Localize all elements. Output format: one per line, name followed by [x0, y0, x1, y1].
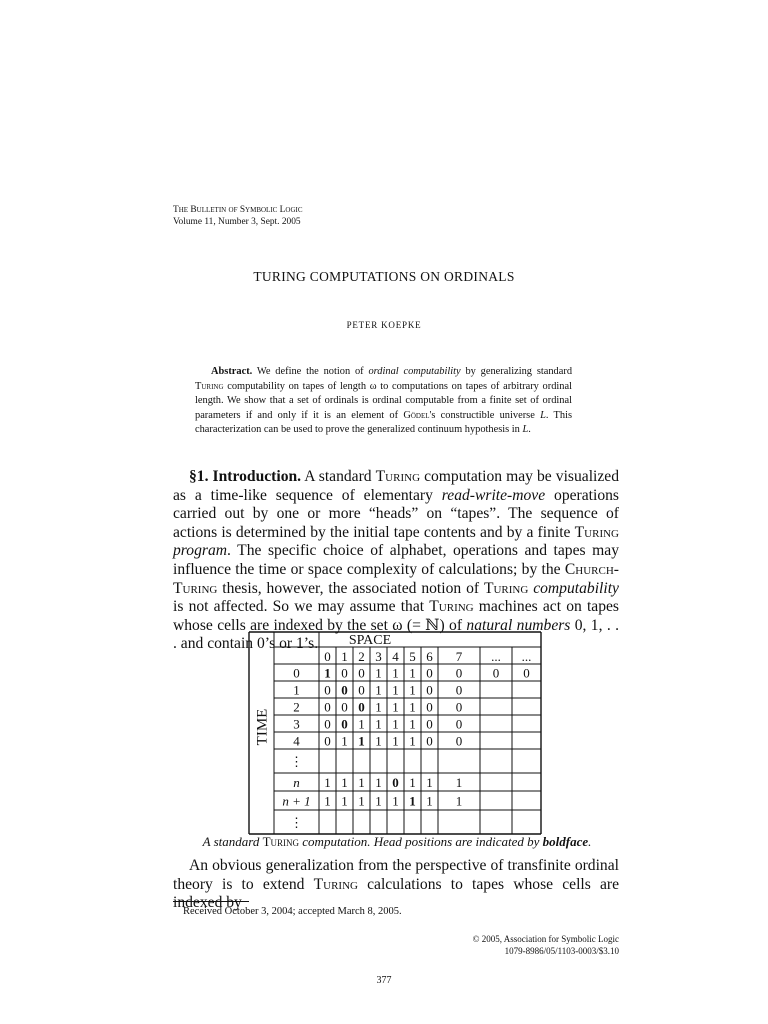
tape-cell: 0 — [426, 716, 433, 732]
head-cell: 1 — [358, 733, 365, 749]
tape-cell: 1 — [392, 682, 399, 698]
tape-cell: 1 — [455, 793, 463, 809]
time-label: TIME — [254, 708, 271, 746]
tape-cell: 1 — [375, 682, 382, 698]
column-header: ... — [521, 649, 532, 664]
row-label: ⋮ — [290, 754, 303, 769]
intro-smallcaps: Church-Turing — [173, 560, 619, 597]
intro-text: thesis, however, the associated notion of — [222, 579, 480, 597]
cont-text: calculations to tapes whose cells are indexed by — [173, 875, 620, 912]
caption-text: . — [588, 834, 592, 849]
tape-cell: 1 — [455, 775, 463, 790]
row-label: 4 — [293, 733, 300, 749]
intro-emphasis: program — [173, 542, 228, 560]
column-header: 1 — [341, 649, 348, 664]
tape-cell: 0 — [492, 665, 500, 681]
abstract-emphasis: ordinal computability — [368, 366, 461, 377]
journal-volume: Volume 11, Number 3, Sept. 2005 — [173, 217, 301, 227]
row-label: 1 — [293, 682, 300, 698]
head-cell: 0 — [341, 682, 348, 698]
abstract-text: . — [528, 424, 531, 435]
continuation-paragraph — [173, 857, 619, 913]
paper-author: PETER KOEPKE — [346, 320, 422, 330]
paper-title: TURING COMPUTATIONS ON ORDINALS — [253, 269, 515, 284]
abstract-text: 's constructible universe — [429, 409, 535, 421]
tape-cell: 1 — [375, 775, 382, 790]
head-cell: 1 — [409, 793, 416, 809]
abstract-label: Abstract. — [211, 366, 253, 377]
abstract-emphasis: L — [540, 409, 546, 421]
intro-smallcaps: Turing — [375, 468, 421, 485]
abstract-text: . This characterization can be used to prove the generalized continuum hypothesis in — [195, 409, 572, 435]
column-header: 2 — [358, 649, 365, 664]
intro-text: A standard — [304, 468, 372, 485]
tape-cell: 1 — [375, 699, 382, 715]
row-label: 3 — [293, 716, 300, 732]
copyright-code: 1079-8986/05/1103-0003/$3.10 — [504, 946, 619, 956]
tape-cell: 0 — [426, 665, 433, 681]
tape-cell: 0 — [341, 699, 348, 715]
caption-smallcaps: Turing — [262, 834, 300, 849]
tape-cell: 1 — [409, 682, 416, 698]
tape-cell: 0 — [426, 699, 433, 715]
tape-cell: 1 — [426, 775, 433, 790]
figure-caption — [0, 834, 768, 850]
tape-cell: 1 — [392, 793, 399, 809]
tape-cell: 1 — [409, 733, 416, 749]
head-cell: 1 — [324, 665, 331, 681]
row-label: 2 — [293, 699, 300, 715]
tape-cell: 0 — [455, 699, 463, 715]
intro-text: computation may be visualized as a time-like sequence of elementary — [173, 468, 619, 504]
abstract-text: by generalizing standard — [465, 366, 573, 377]
intro-text: machines act on tapes whose cells are indexed by the set ω (= ℕ) of — [173, 598, 619, 634]
tape-cell: 1 — [341, 793, 348, 809]
intro-text: 0, 1, . . . and contain 0’s or 1’s. — [173, 616, 620, 653]
copyright-block — [394, 933, 619, 957]
footnote-received: Received October 3, 2004; accepted March 8, 2005. — [183, 906, 402, 917]
intro-smallcaps: Turing — [429, 598, 474, 616]
tape-cell: 0 — [324, 699, 331, 715]
tape-cell: 0 — [455, 682, 463, 698]
intro-text: is not affected. So we may assume that — [173, 598, 425, 616]
row-label: 0 — [293, 665, 300, 681]
intro-emphasis: natural numbers — [466, 616, 571, 634]
cont-text: An obvious generalization from the perspective of transfinite ordinal theory is to extend — [173, 857, 619, 893]
intro-emphasis: read-write-move — [441, 486, 546, 504]
tape-cell: 1 — [358, 793, 365, 809]
abstract-smallcaps: Turing — [195, 380, 224, 392]
column-header: 6 — [426, 649, 433, 664]
caption-text: A standard — [202, 834, 260, 849]
tape-cell: 1 — [324, 793, 331, 809]
tape-cell: 1 — [409, 716, 416, 732]
tape-cell: 1 — [375, 793, 382, 809]
abstract-text: We define the notion of — [256, 366, 364, 377]
column-header: 7 — [455, 649, 463, 664]
tape-cell: 1 — [409, 775, 416, 790]
column-header: 3 — [375, 649, 382, 664]
section-heading: §1. Introduction. — [189, 468, 302, 485]
tape-cell: 0 — [358, 682, 365, 698]
intro-smallcaps: Turing — [483, 579, 529, 597]
row-label: n — [293, 775, 300, 790]
space-label: SPACE — [348, 633, 392, 648]
tape-cell: 1 — [392, 665, 399, 681]
tape-cell: 0 — [324, 682, 331, 698]
tape-cell: 1 — [375, 733, 382, 749]
tape-cell: 0 — [455, 733, 463, 749]
tape-cell: 0 — [455, 665, 463, 681]
copyright-line: © 2005, Association for Symbolic Logic — [472, 934, 619, 944]
abstract-text: computability on tapes of length ω to computations on tapes of arbitrary ordinal length. We show that a set of ordinals is ordinal computable from a finite set of ordinal parameters if and only if it is an element of — [195, 380, 572, 421]
tape-cell: 1 — [341, 775, 348, 790]
head-cell: 0 — [341, 716, 348, 732]
tape-cell: 0 — [523, 665, 530, 681]
tape-cell: 1 — [358, 716, 365, 732]
tape-cell: 0 — [341, 665, 348, 681]
head-cell: 0 — [358, 699, 365, 715]
caption-bold: boldface — [542, 834, 589, 849]
tape-cell: 1 — [375, 716, 382, 732]
tape-cell: 1 — [409, 665, 416, 681]
column-header: 0 — [324, 649, 331, 664]
journal-name: The Bulletin of Symbolic Logic — [173, 205, 303, 215]
page-number: 377 — [376, 975, 392, 986]
abstract-smallcaps: Gödel — [403, 409, 430, 421]
tape-cell: 0 — [455, 716, 463, 732]
column-header: 5 — [409, 649, 416, 664]
intro-emphasis: computability — [533, 579, 619, 597]
column-header: 4 — [392, 649, 399, 664]
footnote-rule — [173, 901, 249, 902]
tape-cell: 1 — [392, 699, 399, 715]
cont-smallcaps: Turing — [313, 875, 358, 893]
tape-cell: 1 — [324, 775, 331, 790]
tape-cell: 1 — [375, 665, 382, 681]
intro-text: operations carried out by one or more “heads” on “tapes”. The sequence of actions is determined by the initial tape contents and by a finite — [173, 486, 619, 541]
tape-cell: 1 — [426, 793, 433, 809]
abstract-emphasis: L — [522, 424, 529, 435]
column-header: ... — [491, 649, 501, 664]
tape-cell: 1 — [392, 733, 399, 749]
tape-cell: 0 — [324, 733, 331, 749]
tape-cell: 1 — [358, 775, 365, 790]
intro-text: . The specific choice of alphabet, operations and tapes may influence the time or space complexity of calculations; by the — [173, 542, 619, 578]
tape-cell: 1 — [392, 716, 399, 732]
tape-cell: 0 — [324, 716, 331, 732]
tape-cell: 1 — [409, 699, 416, 715]
intro-smallcaps: Turing — [574, 523, 619, 541]
head-cell: 0 — [392, 775, 399, 790]
tape-cell: 0 — [426, 682, 433, 698]
tape-cell: 0 — [426, 733, 433, 749]
row-label: n + 1 — [282, 793, 311, 809]
caption-text: computation. Head positions are indicated by — [302, 834, 540, 849]
row-label: ⋮ — [290, 815, 303, 830]
tape-cell: 1 — [341, 733, 348, 749]
tape-cell: 0 — [358, 665, 365, 681]
